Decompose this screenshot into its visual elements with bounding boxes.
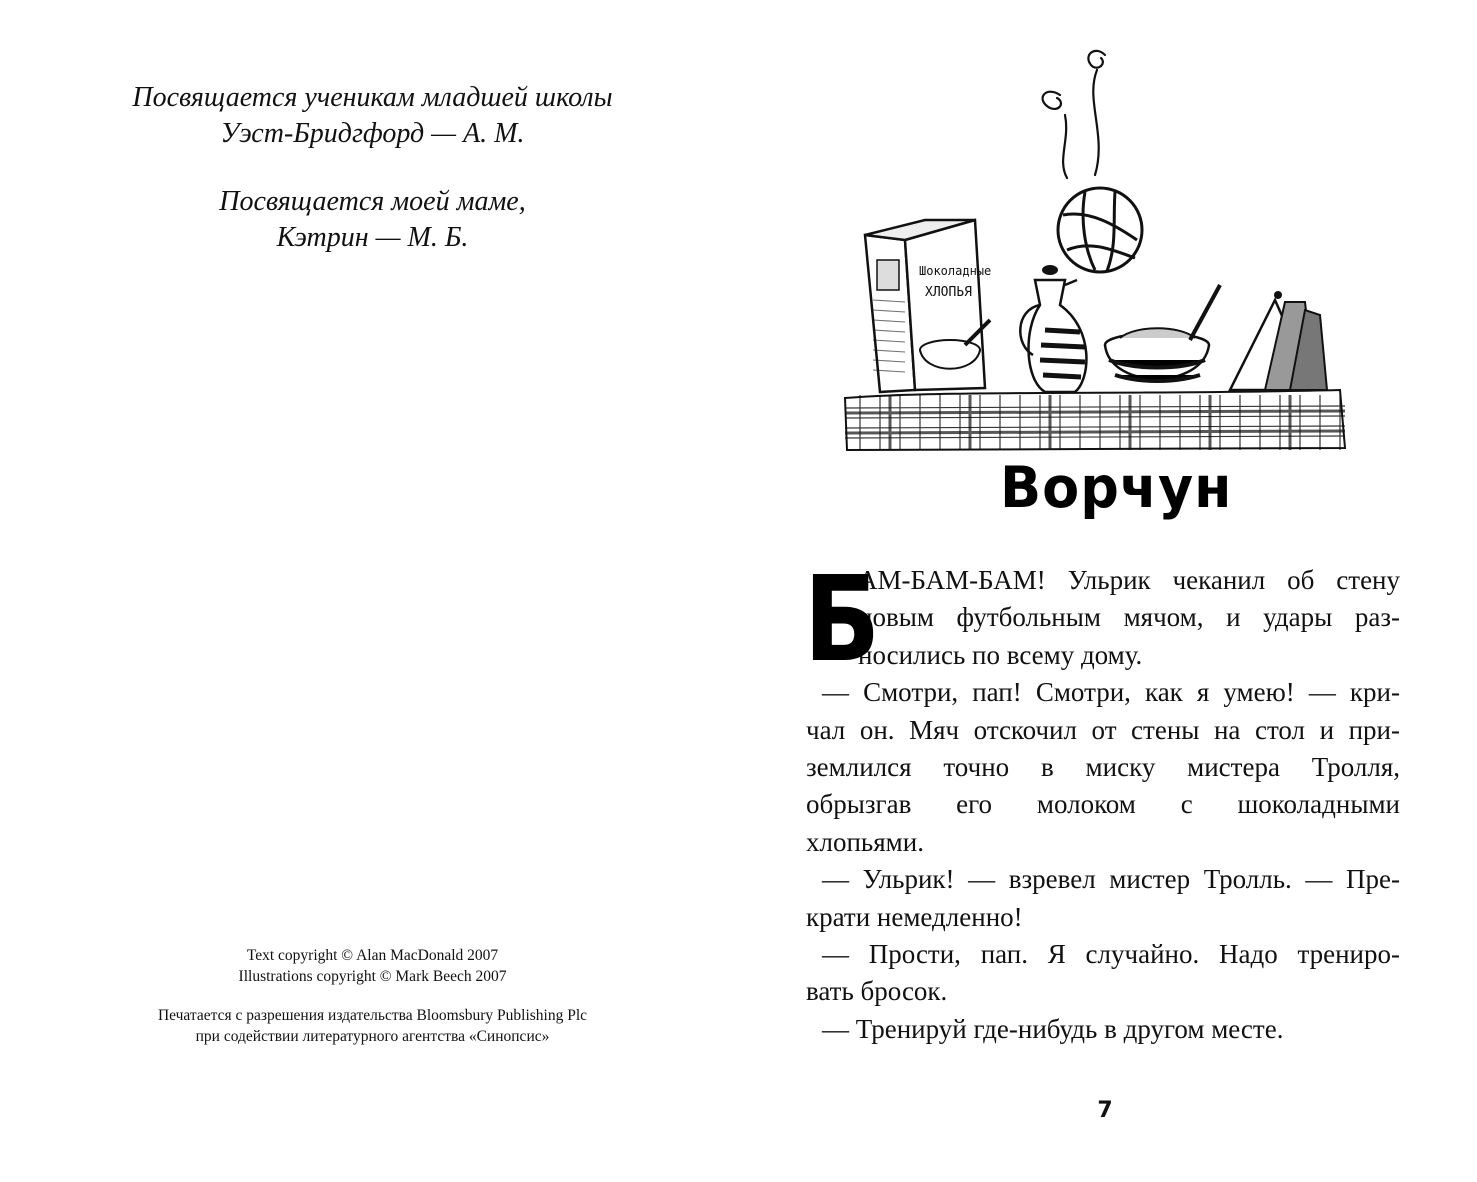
copyright-line: Illustrations copyright © Mark Beech 2007 [238,968,507,985]
dedication-line: Посвящается ученикам младшей школы [132,82,613,113]
drop-cap-letter: Б [803,550,881,689]
dedication-author [60,80,685,152]
breakfast-table-illustration [845,40,1355,455]
cereal-bowl-drawing [1105,285,1220,381]
football-drawing [1058,188,1142,272]
copyright-line: Text copyright © Alan MacDonald 2007 [246,947,499,964]
story-line: — Прости, пап. Я случайно. Надо трениро- [822,938,1400,969]
story-line: АМ-БАМ-БАМ! Ульрик чеканил об стену [858,565,1400,595]
milk-jug-drawing [1020,265,1086,392]
story-line: чал он. Мяч отскочил от стены на стол и при- [806,714,1400,745]
tablecloth-drawing [845,390,1345,450]
story-line: вать бросок. [806,976,948,1007]
chapter-title: Ворчун [1000,454,1233,521]
story-line: новым футбольным мячом, и удары раз- [858,602,1400,633]
story-line: — Смотри, пап! Смотри, как я умею! — кри- [822,677,1400,708]
cereal-box-label: ХЛОПЬЯ [925,285,972,300]
right-page [740,0,1477,1182]
dedication-line: Уэст-Бридгфорд — А. М. [220,118,525,149]
story-line: хлопьями. [806,826,924,857]
story-line: — Ульрик! — взревел мистер Тролль. — Пре- [822,864,1400,895]
publisher-line: Печатается с разрешения издательства Bloomsbury Publishing Plc [157,1007,588,1024]
page-number: 7 [1097,1098,1113,1123]
cereal-box-label: Шоколадные [919,264,992,278]
dedication-line: Кэтрин — М. Б. [276,222,469,253]
story-line: — Тренируй где-нибудь в другом месте. [822,1013,1284,1044]
story-line: обрызгав его молоком с шоколадными [806,789,1400,820]
drop-cap [802,550,881,689]
copyright-notice [60,945,685,987]
dedication-illustrator [60,184,685,256]
story-line: крати немедленно! [806,901,1023,932]
toast-rack-drawing [1230,291,1327,390]
publisher-line: при содействии литературного агентства «Синопсис» [195,1028,550,1045]
story-text [803,550,1400,1048]
story-line: носились по всему дому. [858,639,1143,670]
publisher-notice [60,1005,685,1047]
cereal-box-drawing [865,220,991,392]
story-line: землился точно в миску мистера Тролля, [806,751,1400,782]
dedication-line: Посвящается моей маме, [219,186,526,217]
